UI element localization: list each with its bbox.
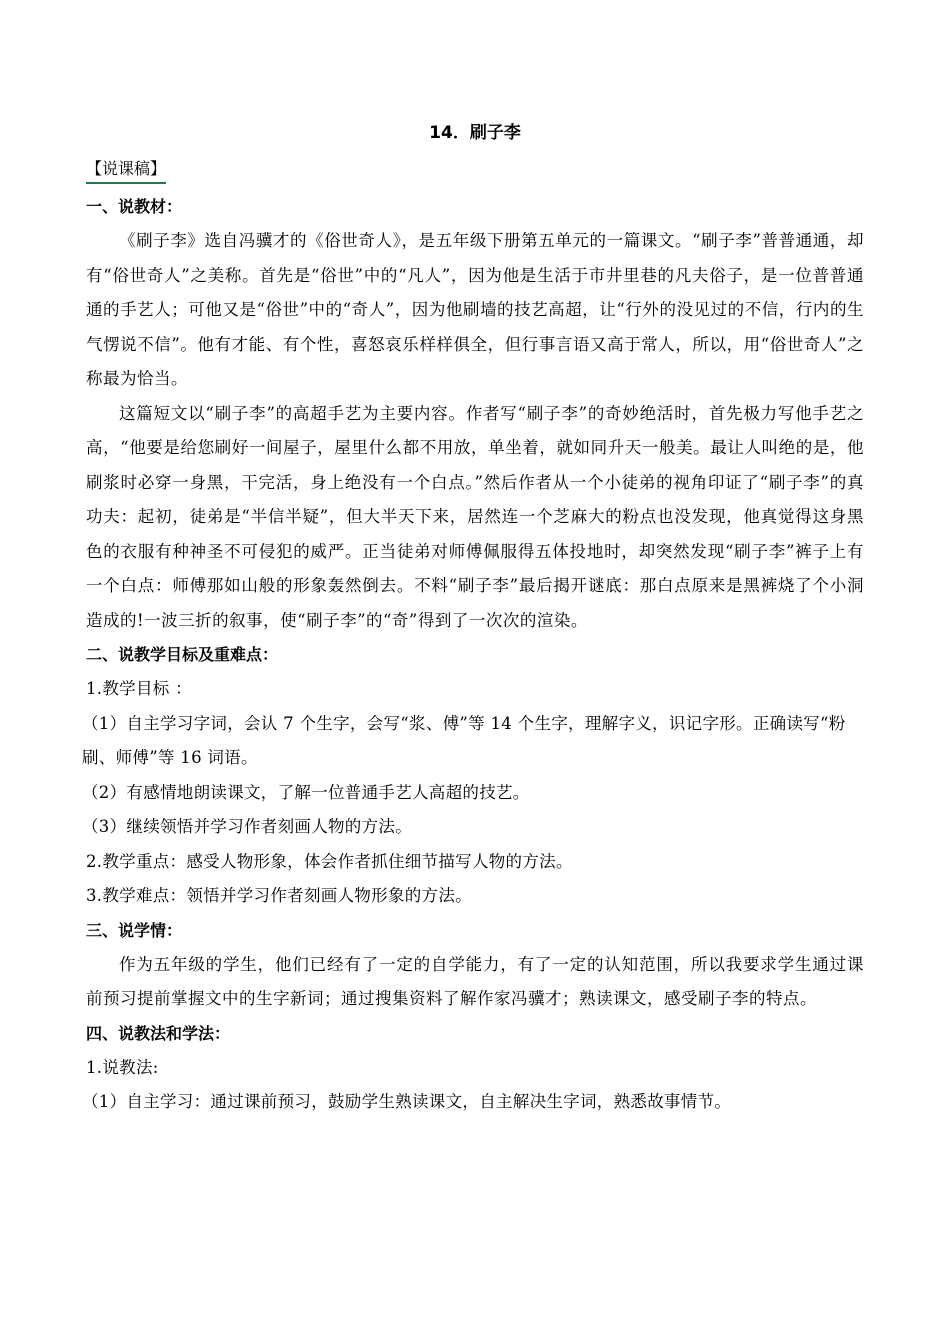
teaching-key-point: 2.教学重点：感受人物形象，体会作者抓住细节描写人物的方法。 — [86, 851, 573, 871]
section-tag: 【说课稿】 — [86, 157, 166, 184]
lesson-title: 14．刷子李 — [429, 123, 521, 143]
methods-label: 1.说教法: — [86, 1057, 159, 1077]
teaching-difficulty: 3.教学难点：领悟并学习作者刻画人物形象的方法。 — [86, 886, 472, 905]
goal-item-1: （1）自主学习字词，会认 7 个生字，会写“浆、傅”等 14 个生字，理解字义，识记字形。正确读写“粉刷、师傅”等 16 词语。 — [82, 713, 846, 767]
heading-students: 三、说学情： — [86, 920, 183, 940]
heading-textbook: 一、说教材： — [86, 197, 183, 216]
goal-item-2: （2）有感情地朗读课文，了解一位普通手艺人高超的技艺。 — [82, 782, 530, 802]
heading-goals: 二、说教学目标及重难点： — [86, 645, 279, 664]
heading-methods: 四、说教法和学法： — [86, 1023, 231, 1043]
document-body — [82, 190, 864, 1120]
paragraph-students: 作为五年级的学生，他们已经有了一定的自学能力，有了一定的认知范围，所以我要求学生通过课前预习提前掌握文中的生字新词；通过搜集资料了解作家冯骥才；熟读课文，感受刷子李的特点。 — [86, 954, 864, 1008]
paragraph-textbook-intro: 《刷子李》选自冯骥才的《俗世奇人》，是五年级下册第五单元的一篇课文。“刷子李”普普通通，却有“俗世奇人”之美称。首先是“俗世”中的“凡人”，因为他是生活于市井里巷的凡夫俗子，是一位普普通通的手艺人；可他又是“俗世”中的“奇人”，因为他刷墙的技艺高超，让“行外的没见过的不信，行内的生气愣说不信”。他有才能、有个性，喜怒哀乐样样俱全，但行事言语又高于常人，所以，用“俗世奇人”之称最为恰当。 — [86, 231, 864, 388]
method-item-1: （1）自主学习：通过课前预习，鼓励学生熟读课文，自主解决生字词，熟悉故事情节。 — [82, 1092, 732, 1111]
goal-item-3: （3）继续领悟并学习作者刻画人物的方法。 — [82, 817, 412, 836]
paragraph-textbook-content: 这篇短文以“刷子李”的高超手艺为主要内容。作者写“刷子李”的奇妙绝活时，首先极力写他手艺之高，“他要是给您刷好一间屋子，屋里什么都不用放，单坐着，就如同升天一般美。最让人叫绝的是，他刷浆时必穿一身黑，干完活，身上绝没有一个白点。”然后作者从一个小徒弟的视角印证了“刷子李”的真功夫：起初，徒弟是“半信半疑”，但大半天下来，居然连一个芝麻大的粉点也没发现，他真觉得这身黑色的衣服有种神圣不可侵犯的威严。正当徒弟对师傅佩服得五体投地时，却突然发现“刷子李”裤子上有一个白点：师傅那如山般的形象轰然倒去。不料“刷子李”最后揭开谜底：那白点原来是黑裤烧了个小洞造成的!一波三折的叙事，使“刷子李”的“奇”得到了一次次的渲染。 — [86, 403, 864, 630]
goals-label: 1.教学目标 ： — [86, 679, 192, 698]
